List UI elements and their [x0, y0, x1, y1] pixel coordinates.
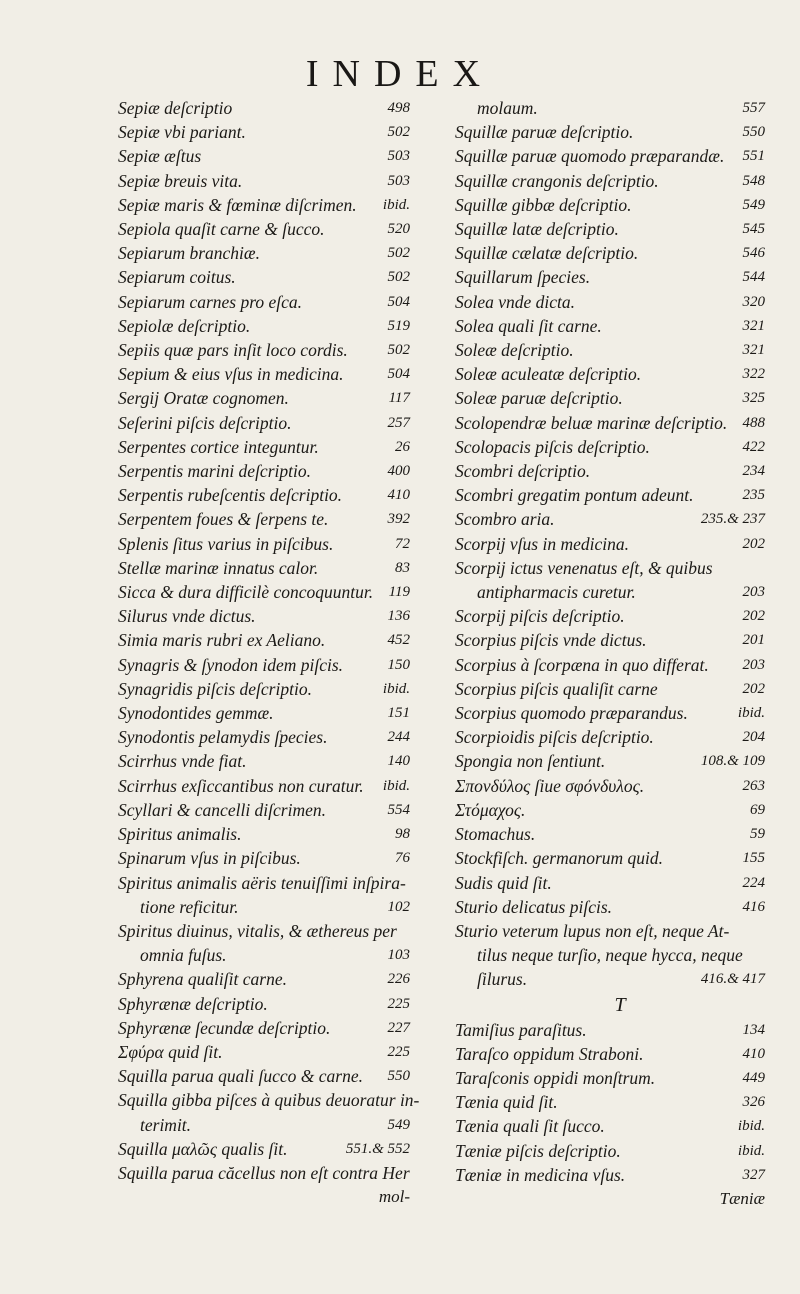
- index-entry: [455, 1018, 765, 1042]
- entry-text: Sepiæ maris & fœminæ diſcrimen.: [118, 194, 357, 215]
- entry-text: Sphyrænæ deſcriptio.: [118, 993, 268, 1014]
- index-entry: [118, 798, 410, 822]
- page-number: 321: [742, 342, 765, 359]
- entry-text: Scorpioidis piſcis deſcriptio.: [455, 727, 654, 748]
- index-entry: [118, 386, 410, 410]
- page-title: INDEX: [305, 53, 495, 95]
- entry-text: Squilla μαλῶς qualis ſit.: [118, 1138, 288, 1159]
- index-entry: [118, 1064, 410, 1088]
- index-entry: [118, 556, 410, 580]
- page-number: 235: [742, 487, 765, 504]
- index-entry: [118, 992, 410, 1016]
- page-number: 449: [742, 1069, 765, 1086]
- index-entry: [455, 338, 765, 362]
- index-entry: [118, 774, 410, 798]
- entry-text: Scirrhus vnde fiat.: [118, 751, 247, 772]
- page-number: 519: [387, 317, 410, 334]
- index-entry: [118, 459, 410, 483]
- entry-text: Sepiarum carnes pro eſca.: [118, 291, 303, 312]
- entry-text: Simia maris rubri ex Aeliano.: [118, 630, 326, 651]
- page-number: 422: [742, 438, 765, 455]
- page-number: 546: [742, 245, 765, 262]
- entry-text: Sphyrænæ ſecundæ deſcriptio.: [118, 1017, 331, 1038]
- index-entry: [118, 1016, 410, 1040]
- index-entry: [455, 290, 765, 314]
- entry-text: Scorpij piſcis deſcriptio.: [455, 606, 625, 627]
- index-entry: [455, 580, 765, 604]
- entry-text: Σφύρα quid ſit.: [118, 1041, 223, 1062]
- page-number: 225: [387, 995, 410, 1012]
- page-number: ibid.: [382, 777, 410, 794]
- page-number: 550: [387, 1068, 410, 1085]
- index-entry: [118, 943, 410, 967]
- entry-text: Tæniæ in medicina vſus.: [455, 1164, 626, 1185]
- index-entry: [118, 483, 410, 507]
- entry-text: Squillæ crangonis deſcriptio.: [455, 170, 659, 191]
- entry-text: Serpentis rubeſcentis deſcriptio.: [118, 485, 343, 506]
- index-entry: [455, 1163, 765, 1187]
- entry-text: tione reficitur.: [140, 896, 239, 917]
- page-number: 203: [742, 656, 765, 673]
- index-entry: [455, 120, 765, 144]
- index-entry: [455, 725, 765, 749]
- page-number: 557: [742, 100, 765, 116]
- entry-text: Sepiæ vbi pariant.: [118, 122, 246, 143]
- page-number: 225: [387, 1043, 410, 1060]
- index-entry: [118, 1040, 410, 1064]
- entry-text: Scyllari & cancelli diſcrimen.: [118, 799, 327, 820]
- index-entry: [118, 265, 410, 289]
- page-number: 321: [742, 317, 765, 334]
- entry-text: Scorpius quomodo præparandus.: [455, 703, 688, 724]
- page-number: 502: [387, 124, 410, 141]
- page-number: 257: [387, 414, 410, 431]
- index-entry: [118, 895, 410, 919]
- entry-text: Sepiæ æſtus: [118, 146, 202, 167]
- page-number: ibid.: [382, 680, 410, 697]
- page-number: 554: [387, 801, 410, 818]
- entry-text: Squilla gibba piſces à quibus deuoratur in-: [118, 1090, 420, 1111]
- page-number: 69: [750, 801, 765, 818]
- entry-text: ſilurus.: [477, 969, 528, 990]
- page-number: 549: [742, 196, 765, 213]
- index-entry: [455, 483, 765, 507]
- entry-text: Σπονδύλος ſiue σφόνδυλος.: [455, 775, 645, 796]
- entry-text: Stellæ marinæ innatus calor.: [118, 557, 319, 578]
- page-number: 327: [742, 1166, 765, 1183]
- page-number: 550: [742, 124, 765, 141]
- index-entry: [455, 677, 765, 701]
- index-entry: [455, 362, 765, 386]
- index-entry: [118, 314, 410, 338]
- entry-text: Squillæ paruæ deſcriptio.: [455, 122, 634, 143]
- page-number: 503: [387, 172, 410, 189]
- index-entry: [118, 96, 410, 120]
- entry-text: Scorpius piſcis qualiſit carne: [455, 678, 658, 699]
- index-entry: [118, 871, 410, 895]
- index-entry: [455, 919, 765, 943]
- entry-text: Sphyrena qualiſit carne.: [118, 969, 287, 990]
- entry-text: Spiritus animalis.: [118, 824, 242, 845]
- index-entry: [118, 217, 410, 241]
- index-entry: [455, 1139, 765, 1163]
- entry-text: Sepiæ breuis vita.: [118, 170, 243, 191]
- index-entry: [455, 822, 765, 846]
- page-number: 322: [742, 366, 765, 383]
- left-column: [118, 96, 420, 1209]
- index-entry: [118, 1113, 410, 1137]
- entry-text: Spiritus diuinus, vitalis, & æthereus per: [118, 920, 397, 941]
- index-entry: [118, 677, 410, 701]
- entry-text: terimit.: [140, 1114, 192, 1135]
- page-number: 502: [387, 245, 410, 262]
- entry-text: Serpentis marini deſcriptio.: [118, 461, 311, 482]
- index-entry: [118, 822, 410, 846]
- page-number: 502: [387, 269, 410, 286]
- page-number: 150: [387, 656, 410, 673]
- page-number: 136: [387, 608, 410, 625]
- page-number: 488: [742, 414, 765, 431]
- page-number: 102: [387, 898, 410, 915]
- entry-text: Sturio delicatus piſcis.: [455, 896, 613, 917]
- page-number: 498: [387, 100, 410, 116]
- entry-text: Squillæ gibbæ deſcriptio.: [455, 194, 632, 215]
- page-number: 502: [387, 342, 410, 359]
- right-column: [455, 96, 765, 1211]
- index-entry: [455, 1114, 765, 1138]
- index-entry: [118, 1161, 410, 1185]
- page-number: 201: [742, 632, 765, 649]
- entry-text: Scombri gregatim pontum adeunt.: [455, 485, 694, 506]
- index-entry: [455, 314, 765, 338]
- page-number: 72: [395, 535, 410, 552]
- entry-text: Scorpius piſcis vnde dictus.: [455, 630, 647, 651]
- page-number: 452: [387, 632, 410, 649]
- index-entry: [455, 628, 765, 652]
- page-number: 400: [387, 463, 410, 480]
- index-entry: [118, 604, 410, 628]
- page-number: 416: [742, 898, 765, 915]
- page-number: 235.& 237: [700, 511, 765, 528]
- page-number: 155: [742, 850, 765, 867]
- index-entry: [455, 459, 765, 483]
- entry-text: Sudis quid ſit.: [455, 872, 552, 893]
- page-number: 545: [742, 221, 765, 238]
- entry-text: Scorpius à ſcorpæna in quo differat.: [455, 654, 709, 675]
- page-number: ibid.: [737, 1142, 765, 1159]
- page-number: ibid.: [737, 705, 765, 722]
- entry-text: Scirrhus exſiccantibus non curatur.: [118, 775, 364, 796]
- index-entry: [455, 386, 765, 410]
- index-entry: [118, 1088, 420, 1112]
- page-number: 203: [742, 584, 765, 601]
- page-number: 504: [387, 366, 410, 383]
- entry-text: Solea quali ſit carne.: [455, 315, 602, 336]
- index-entry: [455, 265, 765, 289]
- entry-text: Sepiæ deſcriptio: [118, 98, 233, 118]
- index-entry: [118, 1137, 410, 1161]
- index-entry: [455, 871, 765, 895]
- entry-text: Serpentem foues & ſerpens te.: [118, 509, 329, 530]
- page-number: 98: [395, 826, 410, 843]
- entry-text: Taraſconis oppidi monſtrum.: [455, 1067, 656, 1088]
- index-entry: [118, 846, 410, 870]
- index-entry: [118, 507, 410, 531]
- index-entry: [455, 943, 765, 967]
- entry-text: Scolopendræ beluæ marinæ deſcriptio.: [455, 412, 728, 433]
- index-entry: [455, 749, 765, 773]
- entry-text: Splenis ſitus varius in piſcibus.: [118, 533, 334, 554]
- page-number: 320: [742, 293, 765, 310]
- entry-text: Tamiſius paraſitus.: [455, 1019, 587, 1040]
- entry-text: Scombri deſcriptio.: [455, 461, 591, 482]
- page-number: 117: [388, 390, 410, 407]
- page-number: ibid.: [737, 1118, 765, 1135]
- entry-text: Squillæ latæ deſcriptio.: [455, 219, 619, 240]
- index-entry: [455, 556, 765, 580]
- index-entry: [118, 628, 410, 652]
- index-entry: [455, 604, 765, 628]
- index-entry: [455, 193, 765, 217]
- page-number: 410: [387, 487, 410, 504]
- page-number: 410: [742, 1045, 765, 1062]
- entry-text: Solea vnde dicta.: [455, 291, 576, 312]
- index-entry: [455, 96, 765, 120]
- entry-text: Synodontides gemmæ.: [118, 703, 274, 724]
- index-entry: [455, 411, 765, 435]
- page-number: 544: [742, 269, 765, 286]
- index-entry: [118, 919, 410, 943]
- index-entry: [455, 774, 765, 798]
- index-entry: [118, 701, 410, 725]
- page-number: 325: [742, 390, 765, 407]
- entry-text: Soleæ deſcriptio.: [455, 340, 574, 361]
- page-number: 227: [387, 1019, 410, 1036]
- entry-text: Sepiola quaſit carne & ſucco.: [118, 219, 325, 240]
- entry-text: Synagridis piſcis deſcriptio.: [118, 678, 312, 699]
- entry-text: Sepiarum coitus.: [118, 267, 236, 288]
- entry-text: Tæniæ: [719, 1188, 765, 1208]
- entry-text: Sepiarum branchiæ.: [118, 243, 260, 264]
- entry-text: Sepiis quæ pars inſit loco cordis.: [118, 340, 348, 361]
- entry-text: Scorpij vſus in medicina.: [455, 533, 630, 554]
- index-entry: [455, 217, 765, 241]
- entry-text: Sicca & dura difficilè concoquuntur.: [118, 582, 374, 603]
- index-entry: [118, 967, 410, 991]
- entry-text: Seſerini piſcis deſcriptio.: [118, 412, 292, 433]
- index-entry: [118, 580, 410, 604]
- entry-text: Stockfiſch. germanorum quid.: [455, 848, 664, 869]
- index-entry: [118, 749, 410, 773]
- page-number: 392: [387, 511, 410, 528]
- entry-text: Synagris & ſynodon idem piſcis.: [118, 654, 344, 675]
- entry-text: tilus neque turſio, neque hycca, neque: [477, 945, 743, 966]
- index-entry: [455, 967, 765, 991]
- page-number: 83: [395, 559, 410, 576]
- index-entry: [118, 653, 410, 677]
- entry-text: Stomachus.: [455, 824, 536, 845]
- page-number: 244: [387, 729, 410, 746]
- entry-text: Squillæ cælatæ deſcriptio.: [455, 243, 639, 264]
- page-number: 504: [387, 293, 410, 310]
- entry-text: Scorpij ictus venenatus eſt, & quibus: [455, 557, 713, 578]
- page-number: 134: [742, 1021, 765, 1038]
- index-entry: [118, 120, 410, 144]
- page-number: 202: [742, 608, 765, 625]
- entry-text: Squilla parua căcellus non eſt contra Her: [118, 1162, 410, 1183]
- index-entry: [118, 290, 410, 314]
- page-number: 103: [387, 947, 410, 964]
- page-number: 263: [742, 777, 765, 794]
- index-entry: [455, 241, 765, 265]
- index-entry: [455, 846, 765, 870]
- entry-text: Serpentes cortice integuntur.: [118, 436, 319, 457]
- index-entry: [455, 895, 765, 919]
- page-number: ibid.: [382, 196, 410, 213]
- page-number: 503: [387, 148, 410, 165]
- index-entry: [118, 435, 410, 459]
- entry-text: Sepium & eius vſus in medicina.: [118, 364, 344, 385]
- index-entry: [455, 435, 765, 459]
- entry-text: Sturio veterum lupus non eſt, neque At-: [455, 920, 730, 941]
- catchword: [118, 1185, 410, 1209]
- index-entry: [118, 411, 410, 435]
- index-entry: [455, 532, 765, 556]
- index-entry: [455, 1066, 765, 1090]
- entry-text: Sergij Oratæ cognomen.: [118, 388, 289, 409]
- page-number: 108.& 109: [700, 753, 765, 770]
- entry-text: Squillæ paruæ quomodo præparandæ.: [455, 146, 725, 167]
- page-number: 151: [387, 705, 410, 722]
- page-number: 234: [742, 463, 765, 480]
- page-number: 549: [387, 1116, 410, 1133]
- page-number: 551: [742, 148, 765, 165]
- index-entry: [118, 725, 410, 749]
- entry-text: molaum.: [477, 98, 538, 118]
- entry-text: Silurus vnde dictus.: [118, 606, 256, 627]
- index-entry: [118, 532, 410, 556]
- page-number: 548: [742, 172, 765, 189]
- entry-text: antipharmacis curetur.: [477, 582, 636, 603]
- entry-text: Soleæ aculeatæ deſcriptio.: [455, 364, 642, 385]
- entry-text: Taraſco oppidum Straboni.: [455, 1043, 644, 1064]
- entry-text: Scolopacis piſcis deſcriptio.: [455, 436, 650, 457]
- entry-text: Spiritus animalis aëris tenuiſſimi inſpira-: [118, 872, 406, 893]
- index-entry: [455, 1090, 765, 1114]
- index-entry: [455, 1042, 765, 1066]
- index-entry: [455, 507, 765, 531]
- entry-text: Synodontis pelamydis ſpecies.: [118, 727, 328, 748]
- index-entry: [118, 241, 410, 265]
- entry-text: Squillarum ſpecies.: [455, 267, 591, 288]
- index-entry: [118, 169, 410, 193]
- entry-text: Spinarum vſus in piſcibus.: [118, 848, 301, 869]
- page-number: 204: [742, 729, 765, 746]
- page-number: 26: [395, 438, 410, 455]
- entry-text: mol-: [378, 1187, 410, 1207]
- entry-text: Tænia quali ſit ſucco.: [455, 1116, 605, 1137]
- page-number: 551.& 552: [345, 1140, 410, 1157]
- page-number: 224: [742, 874, 765, 891]
- index-entry: [118, 193, 410, 217]
- index-entry: [118, 338, 410, 362]
- page-number: 140: [387, 753, 410, 770]
- index-entry: [118, 144, 410, 168]
- entry-text: Soleæ paruæ deſcriptio.: [455, 388, 623, 409]
- index-entry: [455, 169, 765, 193]
- entry-text: Squilla parua quali ſucco & carne.: [118, 1066, 363, 1087]
- entry-text: Sepiolæ deſcriptio.: [118, 315, 251, 336]
- page-number: 202: [742, 680, 765, 697]
- index-entry: [455, 798, 765, 822]
- entry-text: Tænia quid ſit.: [455, 1092, 558, 1113]
- page-number: 119: [388, 584, 410, 601]
- page-number: 59: [750, 826, 765, 843]
- index-entry: [118, 362, 410, 386]
- page-number: 202: [742, 535, 765, 552]
- page-number: 76: [395, 850, 410, 867]
- entry-text: Spongia non ſentiunt.: [455, 751, 606, 772]
- entry-text: omnia fuſus.: [140, 945, 227, 966]
- page-number: 226: [387, 971, 410, 988]
- entry-text: Στόμαχος.: [455, 799, 526, 820]
- page-number: 416.& 417: [700, 971, 765, 988]
- catchword: [455, 1187, 765, 1211]
- entry-text: Scombro aria.: [455, 509, 555, 530]
- entry-text: Tæniæ piſcis deſcriptio.: [455, 1140, 621, 1161]
- index-entry: [455, 653, 765, 677]
- page-number: 520: [387, 221, 410, 238]
- section-letter: T: [614, 993, 626, 1016]
- page-number: 326: [742, 1094, 765, 1111]
- index-entry: [455, 144, 765, 168]
- index-entry: [455, 701, 765, 725]
